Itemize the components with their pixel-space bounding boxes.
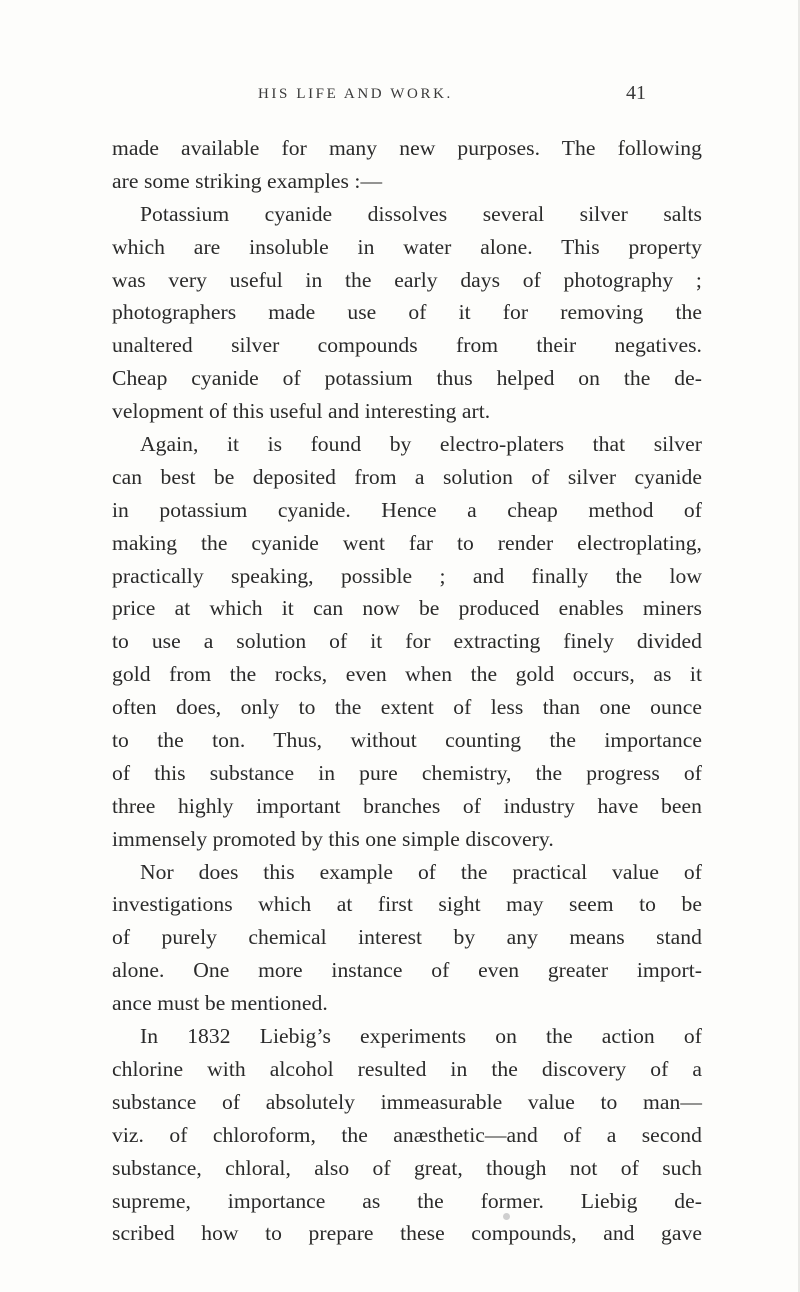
text-line: price at which it can now be produced enables miners: [112, 596, 702, 621]
text-line: ance must be mentioned.: [112, 991, 328, 1016]
text-line: of purely chemical interest by any means stand: [112, 925, 702, 950]
text-line: viz. of chloroform, the anæsthetic—and of a second: [112, 1122, 702, 1147]
text-line: chlorine with alcohol resulted in the discovery of a: [112, 1056, 702, 1081]
body-text: [112, 132, 702, 1250]
text-line: practically speaking, possible ; and finally the low: [112, 563, 702, 588]
text-line: often does, only to the extent of less than one ounce: [112, 695, 702, 720]
running-head: [0, 82, 800, 110]
text-line: alone. One more instance of even greater import-: [112, 958, 702, 983]
text-line: scribed how to prepare these compounds, and gave: [112, 1221, 702, 1246]
text-line: Potassium cyanide dissolves several silver salts: [140, 201, 702, 226]
text-line: gold from the rocks, even when the gold occurs, as it: [112, 662, 702, 687]
text-line: to the ton. Thus, without counting the importance: [112, 728, 702, 753]
text-line: which are insoluble in water alone. This property: [112, 234, 702, 259]
text-line: Again, it is found by electro-platers that silver: [140, 432, 702, 457]
text-line: are some striking examples :—: [112, 168, 383, 193]
text-line: can best be deposited from a solution of silver cyanide: [112, 464, 702, 489]
ink-speck: [503, 1213, 510, 1220]
text-line: three highly important branches of industry have been: [112, 793, 702, 818]
text-line: making the cyanide went far to render electroplating,: [112, 530, 702, 555]
text-line: unaltered silver compounds from their negatives.: [112, 333, 702, 358]
text-line: substance, chloral, also of great, though not of such: [112, 1155, 702, 1180]
text-line: velopment of this useful and interesting art.: [112, 399, 491, 424]
text-line: photographers made use of it for removing the: [112, 300, 702, 325]
text-line: Nor does this example of the practical value of: [140, 859, 702, 884]
text-line: investigations which at first sight may seem to be: [112, 892, 702, 917]
running-title: HIS LIFE AND WORK.: [258, 86, 453, 102]
text-line: of this substance in pure chemistry, the progress of: [112, 760, 702, 785]
text-line: in potassium cyanide. Hence a cheap method of: [112, 497, 702, 522]
page-number: 41: [626, 82, 646, 104]
text-line: immensely promoted by this one simple discovery.: [112, 826, 554, 851]
text-line: In 1832 Liebig’s experiments on the action of: [140, 1024, 702, 1049]
text-line: made available for many new purposes. The following: [112, 136, 702, 160]
text-line: to use a solution of it for extracting finely divided: [112, 629, 702, 654]
text-line: Cheap cyanide of potassium thus helped on the de-: [112, 366, 702, 391]
text-line: was very useful in the early days of photography ;: [112, 267, 702, 292]
text-line: substance of absolutely immeasurable value to man—: [112, 1089, 702, 1114]
text-line: supreme, importance as the former. Liebig de-: [112, 1188, 702, 1213]
